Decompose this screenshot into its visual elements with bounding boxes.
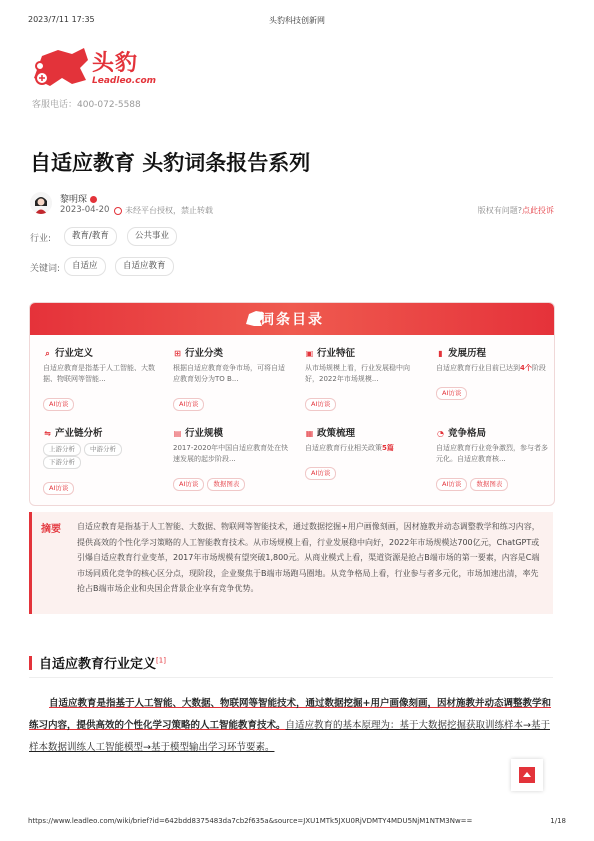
catalog-item-pill[interactable]: AI访谈 [43,482,74,495]
keyword-tag[interactable]: 自适应教育 [115,257,174,276]
catalog-item[interactable] [173,345,291,411]
catalog-item-pill[interactable]: 数据图表 [470,478,508,491]
summary-label: 摘要 [41,524,61,535]
catalog-item-desc: 自适应教育行业目前已达到4个阶段 [436,364,546,372]
summary-text: 自适应教育是指基于人工智能、大数据、物联网等智能技术，通过数据挖掘+用户画像刻画，因材施教并动态调整教学和练习内容，提供高效的个性化学习策略的人工智能教育技术。从市场规模上看，行业发展稳中向好，2022年市场规模达700亿元，ChatGPT或引爆自适应教育行业变革，2017年市场规模有望突破1,800元。从商业模式上看，渠道资源是抢占B端市场的第一要素，内容是C端市场同质化竞争的核心区分点，现阶段，企业聚焦于B端市场跑马圈地。从竞争格局上看，行业参与者多元化，市场加速出清，率先抢占B端市场企业和央国企背景企业享有竞争优势。 [77,522,540,593]
verified-badge-icon [90,196,97,203]
print-site-title: 头豹科技创新网 [269,16,325,25]
catalog-item[interactable] [173,425,291,491]
feature-icon: ▣ [305,349,314,358]
catalog-item-pill[interactable]: AI访谈 [173,398,204,411]
catalog-item-title: ⌕ 行业定义 [43,345,161,359]
pie-chart-icon: ◔ [437,429,444,438]
catalog-item-pill[interactable]: AI访谈 [173,478,204,491]
industry-label: 行业: [30,234,52,244]
author-name[interactable]: 黎明琛 [60,192,97,205]
keyword-label: 关键词: [30,264,61,274]
copyright-notice: 版权有问题?点此投诉 [477,206,554,215]
catalog-item[interactable] [43,345,161,411]
catalog-panel [29,302,555,506]
catalog-item-title: ▣ 行业特征 [305,348,356,359]
logo-url: Leadleo.com [92,76,157,86]
logo-wordmark: 头豹 [92,51,139,76]
arrow-up-icon [519,767,535,783]
section-divider [29,677,553,678]
stream-analysis-tag[interactable]: 中游分析 [84,443,122,456]
publish-date: 2023-04-20 [60,205,110,215]
search-doc-icon: ⌕ [45,349,50,358]
catalog-item-desc [43,443,161,469]
repost-notice: 未经平台授权，禁止转载 [114,205,213,216]
customer-phone: 客服电话：400-072-5588 [32,100,141,110]
catalog-title: 词条目录 [260,312,324,328]
complaint-link[interactable]: 点此投诉 [522,206,554,215]
reference-link[interactable]: [1] [156,656,166,665]
catalog-item-pill[interactable]: 数据图表 [207,478,245,491]
catalog-item-title: ▮ 发展历程 [436,345,554,359]
catalog-header [30,303,554,335]
print-url: https://www.leadleo.com/wiki/brief?id=642bdd8375483da7cb2f635a&source=JXU1MTk5JXU0RjVDMTY4MDU5NjM1NTM3Nw== [28,817,473,825]
catalog-item-desc: 2017-2020年中国自适应教育处在快速发展的起步阶段... [173,444,289,463]
catalog-item[interactable] [43,425,161,495]
catalog-item-pill[interactable]: AI访谈 [43,398,74,411]
catalog-item-title: ⇋ 产业链分析 [44,428,103,439]
summary-box [29,512,553,614]
catalog-item-desc: 自适应教育行业相关政策5篇 [305,444,394,452]
catalog-item-pill[interactable]: AI访谈 [305,398,336,411]
catalog-item-title: ▦ 政策梳理 [305,428,356,439]
chain-icon: ⇋ [44,429,51,438]
catalog-item-title: ◔ 竞争格局 [437,428,487,439]
summary-accent-bar [29,512,32,614]
catalog-item-desc: 自适应教育行业竞争激烈，参与者多元化。自适应教育核... [436,444,548,463]
catalog-item[interactable] [305,345,423,411]
catalog-item-pill[interactable]: AI访谈 [305,467,336,480]
stream-analysis-tag[interactable]: 下游分析 [43,456,81,469]
catalog-item-desc: 根据自适应教育竞争市场，可将自适应教育划分为TO B... [173,364,285,383]
section-heading: 自适应教育行业定义[1] [29,653,166,672]
catalog-item-desc: 自适应教育是指基于人工智能、大数据、物联网等智能... [43,364,155,383]
catalog-item-pill[interactable]: AI访谈 [436,387,467,400]
catalog-item-desc: 从市场规模上看，行业发展稳中向好，2022年市场规模... [305,364,410,383]
definition-principle-text: 自适应教育的基本原理为：基于大数据挖掘获取训练样本→基于样本数据训练人工智能模型→基于模型输出学习环节要素。 [29,720,550,753]
bar-chart-icon: ▮ [438,349,443,358]
section-body [29,693,557,759]
ban-icon [114,207,122,215]
catalog-item[interactable] [436,345,554,400]
print-datetime: 2023/7/11 17:35 [28,15,95,24]
back-to-top-button[interactable] [511,759,543,791]
industry-tag[interactable]: 公共事业 [127,227,177,246]
stream-analysis-tag[interactable]: 上游分析 [43,443,81,456]
definition-bold-text: 自适应教育是指基于人工智能、大数据、物联网等智能技术，通过数据挖掘+用户画像刻画，因材施教并动态调整教学和练习内容，提供高效的个性化学习策略的人工智能教育技术。 [29,698,551,731]
policy-icon: ▦ [305,429,314,438]
industry-tag[interactable]: 教育/教育 [64,227,117,246]
catalog-item-title: ▤ 行业规模 [173,428,224,439]
catalog-item-title: ⊞ 行业分类 [174,348,224,359]
scale-icon: ▤ [173,429,182,438]
author-avatar [30,192,52,214]
page-number: 1/18 [550,817,566,825]
page-title: 自适应教育 头豹词条报告系列 [30,151,311,175]
catalog-item-pill[interactable]: AI访谈 [436,478,467,491]
hierarchy-icon: ⊞ [174,349,181,358]
section-accent-bar [29,656,32,670]
keyword-tag[interactable]: 自适应 [64,257,106,276]
catalog-item[interactable] [436,425,554,491]
catalog-item[interactable] [305,425,423,480]
